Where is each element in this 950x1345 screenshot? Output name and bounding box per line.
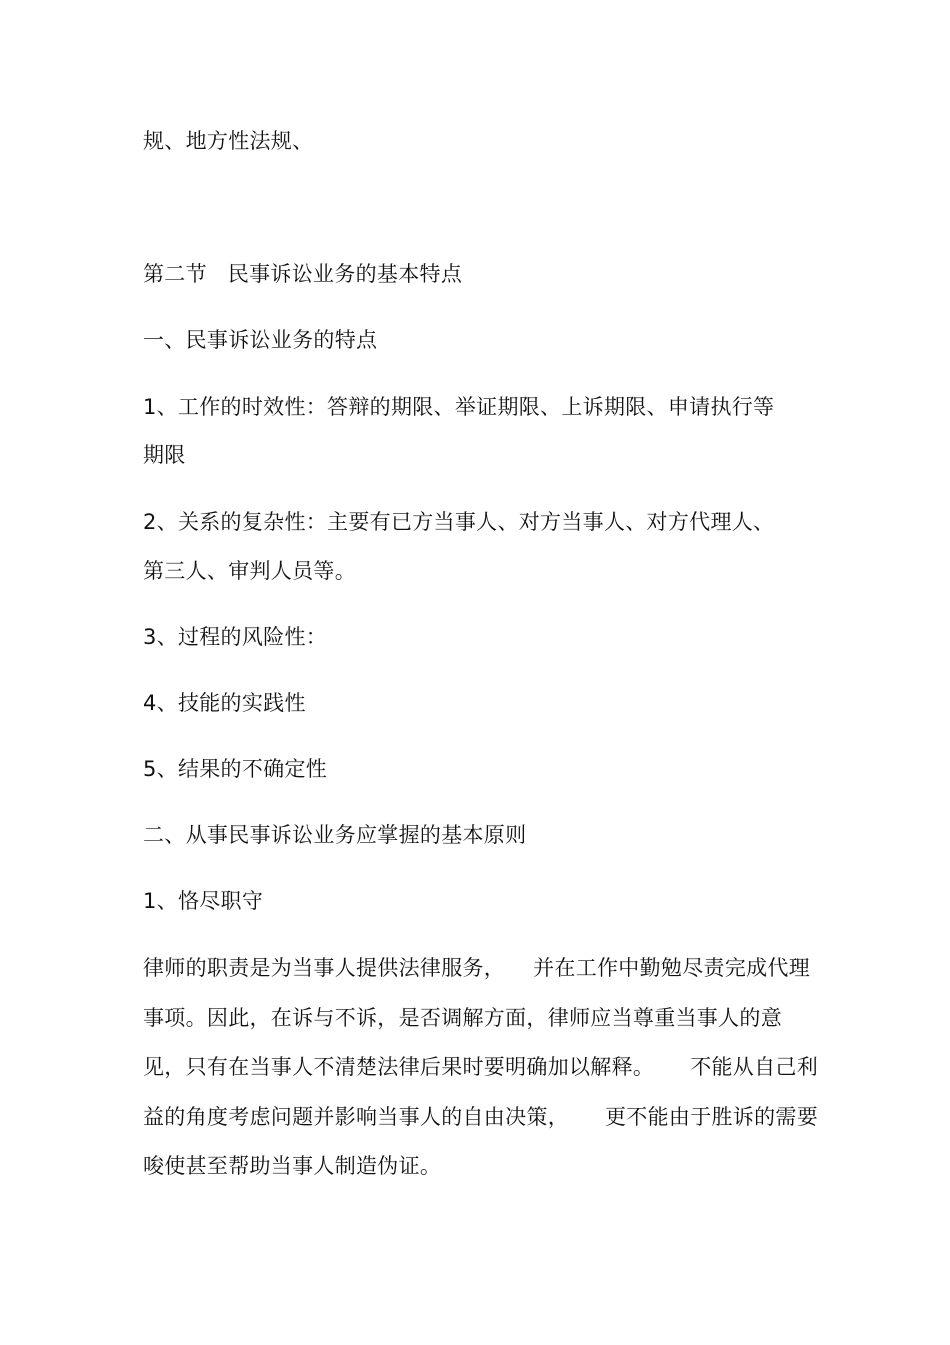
paragraph-line-3-part-b: 不能从自己利: [690, 1055, 819, 1079]
paragraph-line-5: 唆使甚至帮助当事人制造伪证。: [143, 1154, 442, 1178]
paragraph-line-3-part-a: 见，只有在当事人不清楚法律后果时要明确加以解释。: [143, 1055, 655, 1079]
principle-1: 1、恪尽职守: [143, 889, 264, 913]
list-item-5: 5、结果的不确定性: [143, 757, 328, 781]
list-item-4: 4、技能的实践性: [143, 691, 306, 715]
heading-principles: 二、从事民事诉讼业务应掌握的基本原则: [143, 823, 527, 847]
paragraph-line-1-part-b: 并在工作中勤勉尽责完成代理: [533, 956, 811, 980]
list-item-1-line-2: 期限: [143, 443, 186, 467]
paragraph-line-3: [143, 1054, 818, 1080]
paragraph-line-4-part-b: 更不能由于胜诉的需要: [605, 1105, 818, 1129]
paragraph-line-2: 事项。因此，在诉与不诉，是否调解方面，律师应当尊重当事人的意: [143, 1006, 782, 1030]
list-item-2-line-2: 第三人、审判人员等。: [143, 559, 356, 583]
paragraph-line-1: [143, 955, 810, 981]
section-title: 第二节 民事诉讼业务的基本特点: [143, 262, 463, 286]
list-item-3: 3、过程的风险性：: [143, 625, 328, 649]
paragraph-line-1-part-a: 律师的职责是为当事人提供法律服务，: [143, 956, 506, 980]
heading-characteristics: 一、民事诉讼业务的特点: [143, 328, 378, 352]
paragraph-line-4-part-a: 益的角度考虑问题并影响当事人的自由决策，: [143, 1105, 569, 1129]
text-fragment: 规、地方性法规、: [143, 129, 314, 153]
list-item-2-line-1: 2、关系的复杂性：主要有已方当事人、对方当事人、对方代理人、: [143, 510, 775, 534]
paragraph-line-4: [143, 1104, 818, 1130]
list-item-1-line-1: 1、工作的时效性：答辩的期限、举证期限、上诉期限、申请执行等: [143, 395, 775, 419]
